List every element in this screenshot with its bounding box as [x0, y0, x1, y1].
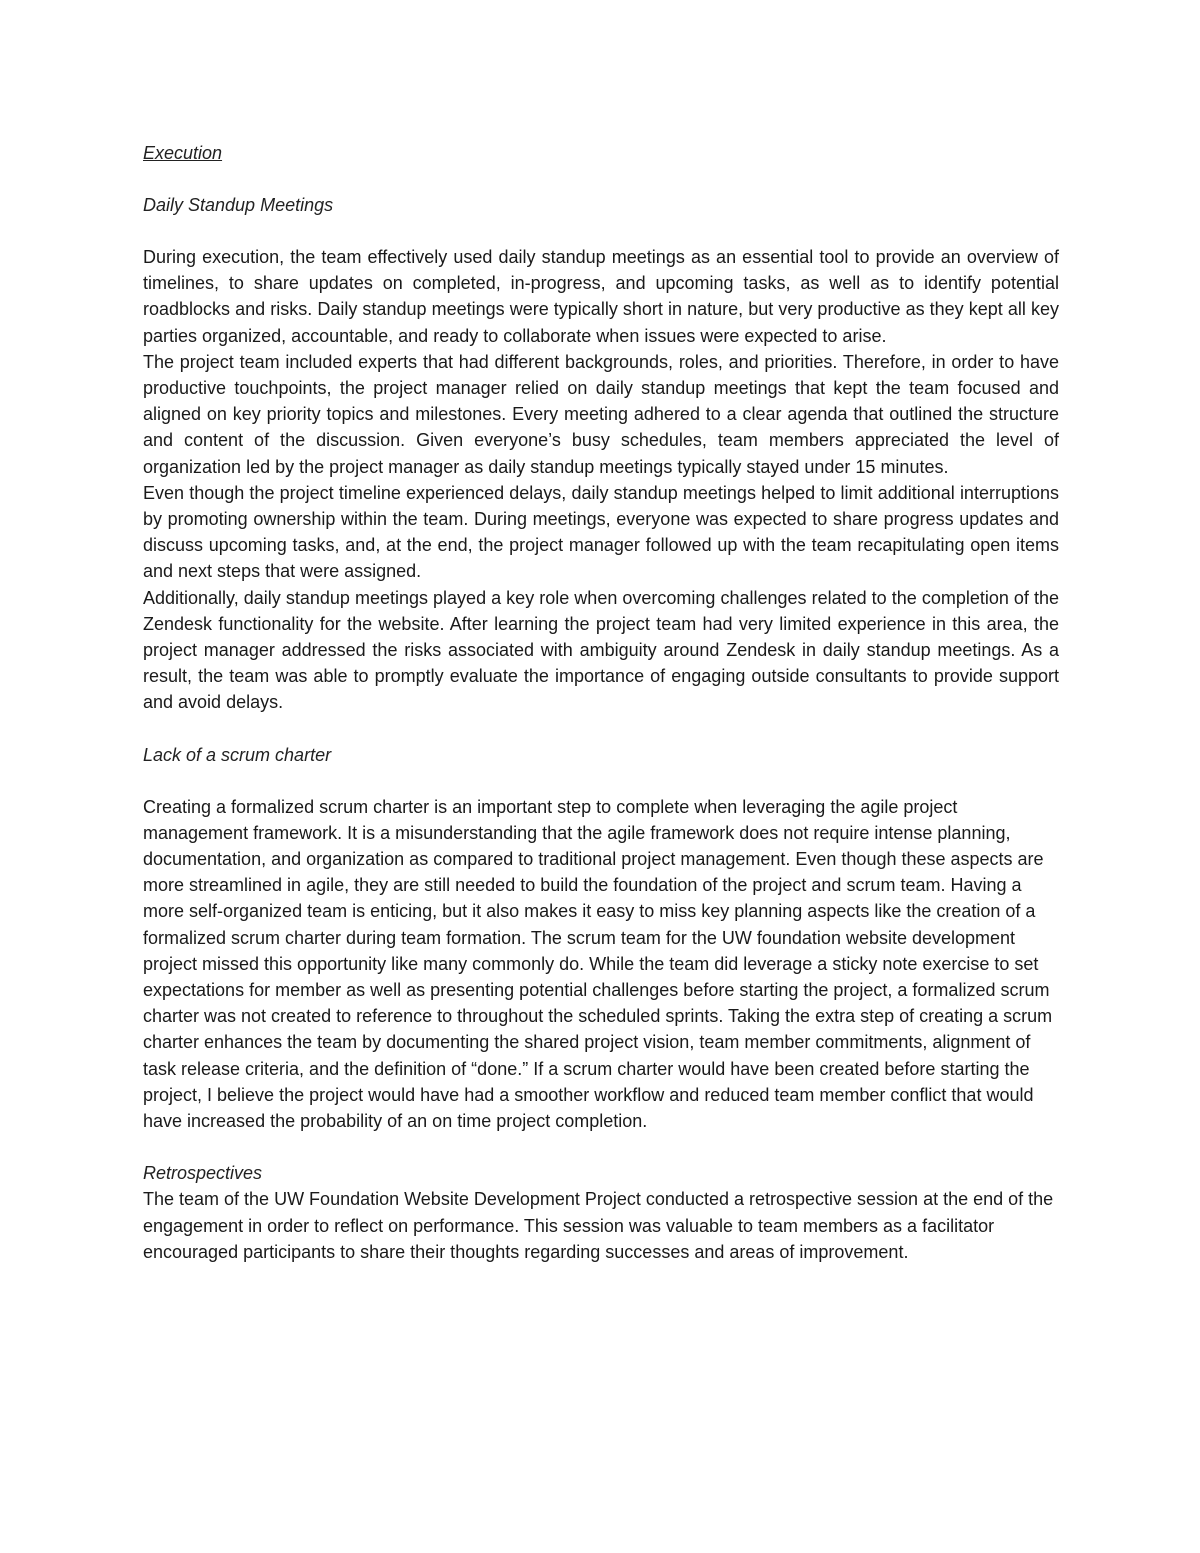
subsection-heading-retrospectives: Retrospectives [143, 1163, 263, 1184]
spacer [143, 1134, 1059, 1160]
spacer [143, 716, 1059, 742]
spacer [143, 768, 1059, 794]
spacer [143, 166, 1059, 192]
spacer [143, 218, 1059, 244]
subsection-heading-daily-standup: Daily Standup Meetings [143, 195, 334, 215]
paragraph: Additionally, daily standup meetings played a key role when overcoming challenges related to the completion of the Zendesk functionality for the website. After learning the project team had very limited experience in this area, the project manager addressed the risks associated with ambiguity around Zendesk in daily standup meetings. As a result, the team was able to promptly evaluate the importance of engaging outside consultants to provide support and avoid delays. [143, 587, 1059, 713]
document-page [143, 140, 1059, 1265]
paragraph: During execution, the team effectively used daily standup meetings as an essential tool to provide an overview of timelines, to share updates on completed, in-progress, and upcoming tasks, as well as to identify potential roadblocks and risks. Daily standup meetings were typically short in nature, but very productive as they kept all key parties organized, accountable, and ready to collaborate when issues were expected to arise. [143, 247, 1059, 346]
paragraph: Even though the project timeline experienced delays, daily standup meetings helped to limit additional interruptions by promoting ownership within the team. During meetings, everyone was expected to share progress updates and discuss upcoming tasks, and, at the end, the project manager followed up with the team recapitulating open items and next steps that were assigned. [143, 482, 1059, 582]
section-title: Execution [143, 143, 223, 163]
paragraph: Creating a formalized scrum charter is an important step to complete when leveraging the agile project management framework. It is a misunderstanding that the agile framework does not require intense planning, documentation, and organization as compared to traditional project management. Even though these aspects are more streamlined in agile, they are still needed to build the foundation of the project and scrum team. Having a more self-organized team is enticing, but it also makes it easy to miss key planning aspects like the creation of a formalized scrum charter during team formation. The scrum team for the UW foundation website development project missed this opportunity like many commonly do. While the team did leverage a sticky note exercise to set expectations for member as well as presenting potential challenges before starting the project, a formalized scrum charter was not created to reference to throughout the scheduled sprints. Taking the extra step of creating a scrum charter enhances the team by documenting the shared project vision, team member commitments, alignment of task release criteria, and the definition of “done.” If a scrum charter would have been created before starting the project, I believe the project would have had a smoother workflow and reduced team member conflict that would have increased the probability of an on time project completion. [143, 796, 1053, 1132]
subsection-heading-scrum-charter: Lack of a scrum charter [143, 744, 332, 765]
paragraph: The team of the UW Foundation Website Development Project conducted a retrospective session at the end of the engagement in order to reflect on performance. This session was valuable to team members as a facilitator encouraged participants to share their thoughts regarding successes and areas of improvement. [143, 1189, 1054, 1262]
paragraph: The project team included experts that had different backgrounds, roles, and priorities. Therefore, in order to have productive touchpoints, the project manager relied on daily standup meetings that kept the team focused and aligned on key priority topics and milestones. Every meeting adhered to a clear agenda that outlined the structure and content of the discussion. Given everyone’s busy schedules, team members appreciated the level of organization led by the project manager as daily standup meetings typically stayed under 15 minutes. [143, 351, 1059, 477]
